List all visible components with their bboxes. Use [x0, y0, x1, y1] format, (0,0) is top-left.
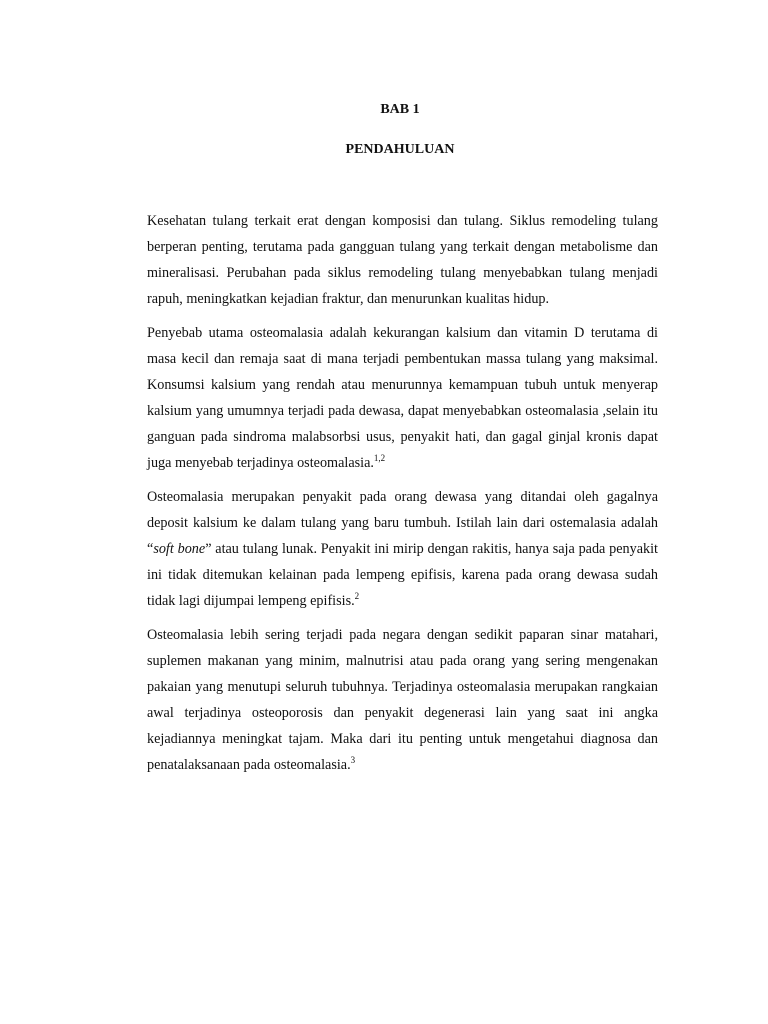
paragraph-text: Penyebab utama osteomalasia adalah kekurangan kalsium dan vitamin D terutama di masa kecil dan remaja saat di mana terjadi pembentukan massa tulang yang maksimal. Konsumsi kalsium yang rendah atau menurunnya kemampuan tubuh untuk menyerap kalsium yang umumnya terjadi pada dewasa, dapat menyebabkan osteomalasia ,selain itu ganguan pada sindroma malabsorbsi usus, penyakit hati, dan gagal ginjal kronis dapat juga menyebab terjadinya osteomalasia. [147, 325, 658, 471]
italic-term: soft bone [153, 541, 206, 557]
chapter-title: PENDAHULUAN [345, 142, 455, 157]
paragraph-text: Osteomalasia lebih sering terjadi pada negara dengan sedikit paparan sinar matahari, suplemen makanan yang minim, malnutrisi atau pada orang yang sering mengenakan pakaian yang menutupi seluruh tubuhnya. Terjadinya osteomalasia merupakan rangkaian awal terjadinya osteoporosis dan penyakit degenerasi lain yang saat ini angka kejadiannya meningkat tajam. Maka dari itu penting untuk mengetahui diagnosa dan penatalaksanaan pada osteomalasia. [147, 627, 658, 773]
paragraph-text: Kesehatan tulang terkait erat dengan komposisi dan tulang. Siklus remodeling tulang berperan penting, terutama pada gangguan tulang yang terkait dengan metabolisme dan mineralisasi. Perubahan pada siklus remodeling tulang menyebabkan tulang menjadi rapuh, meningkatkan kejadian fraktur, dan menurunkan kualitas hidup. [147, 213, 658, 307]
paragraph-2 [147, 320, 658, 476]
citation-reference: 2 [354, 591, 360, 601]
paragraph-3 [147, 484, 658, 614]
paragraph-1 [147, 208, 658, 312]
body-text [147, 208, 658, 786]
chapter-number: BAB 1 [380, 102, 420, 117]
paragraph-4 [147, 622, 658, 778]
citation-reference: 3 [350, 755, 356, 765]
citation-reference: 1,2 [373, 453, 386, 463]
paragraph-text: ” atau tulang lunak. Penyakit ini mirip dengan rakitis, hanya saja pada penyakit ini tidak ditemukan kelainan pada lempeng epifisis, karena pada orang dewasa sudah tidak lagi dijumpai lempeng epifisis. [147, 541, 658, 609]
paragraph-text: Osteomalasia merupakan penyakit pada orang dewasa yang ditandai oleh gagalnya deposit kalsium ke dalam tulang yang baru tumbuh. Istilah lain dari ostemalasia adalah “ [147, 489, 658, 557]
